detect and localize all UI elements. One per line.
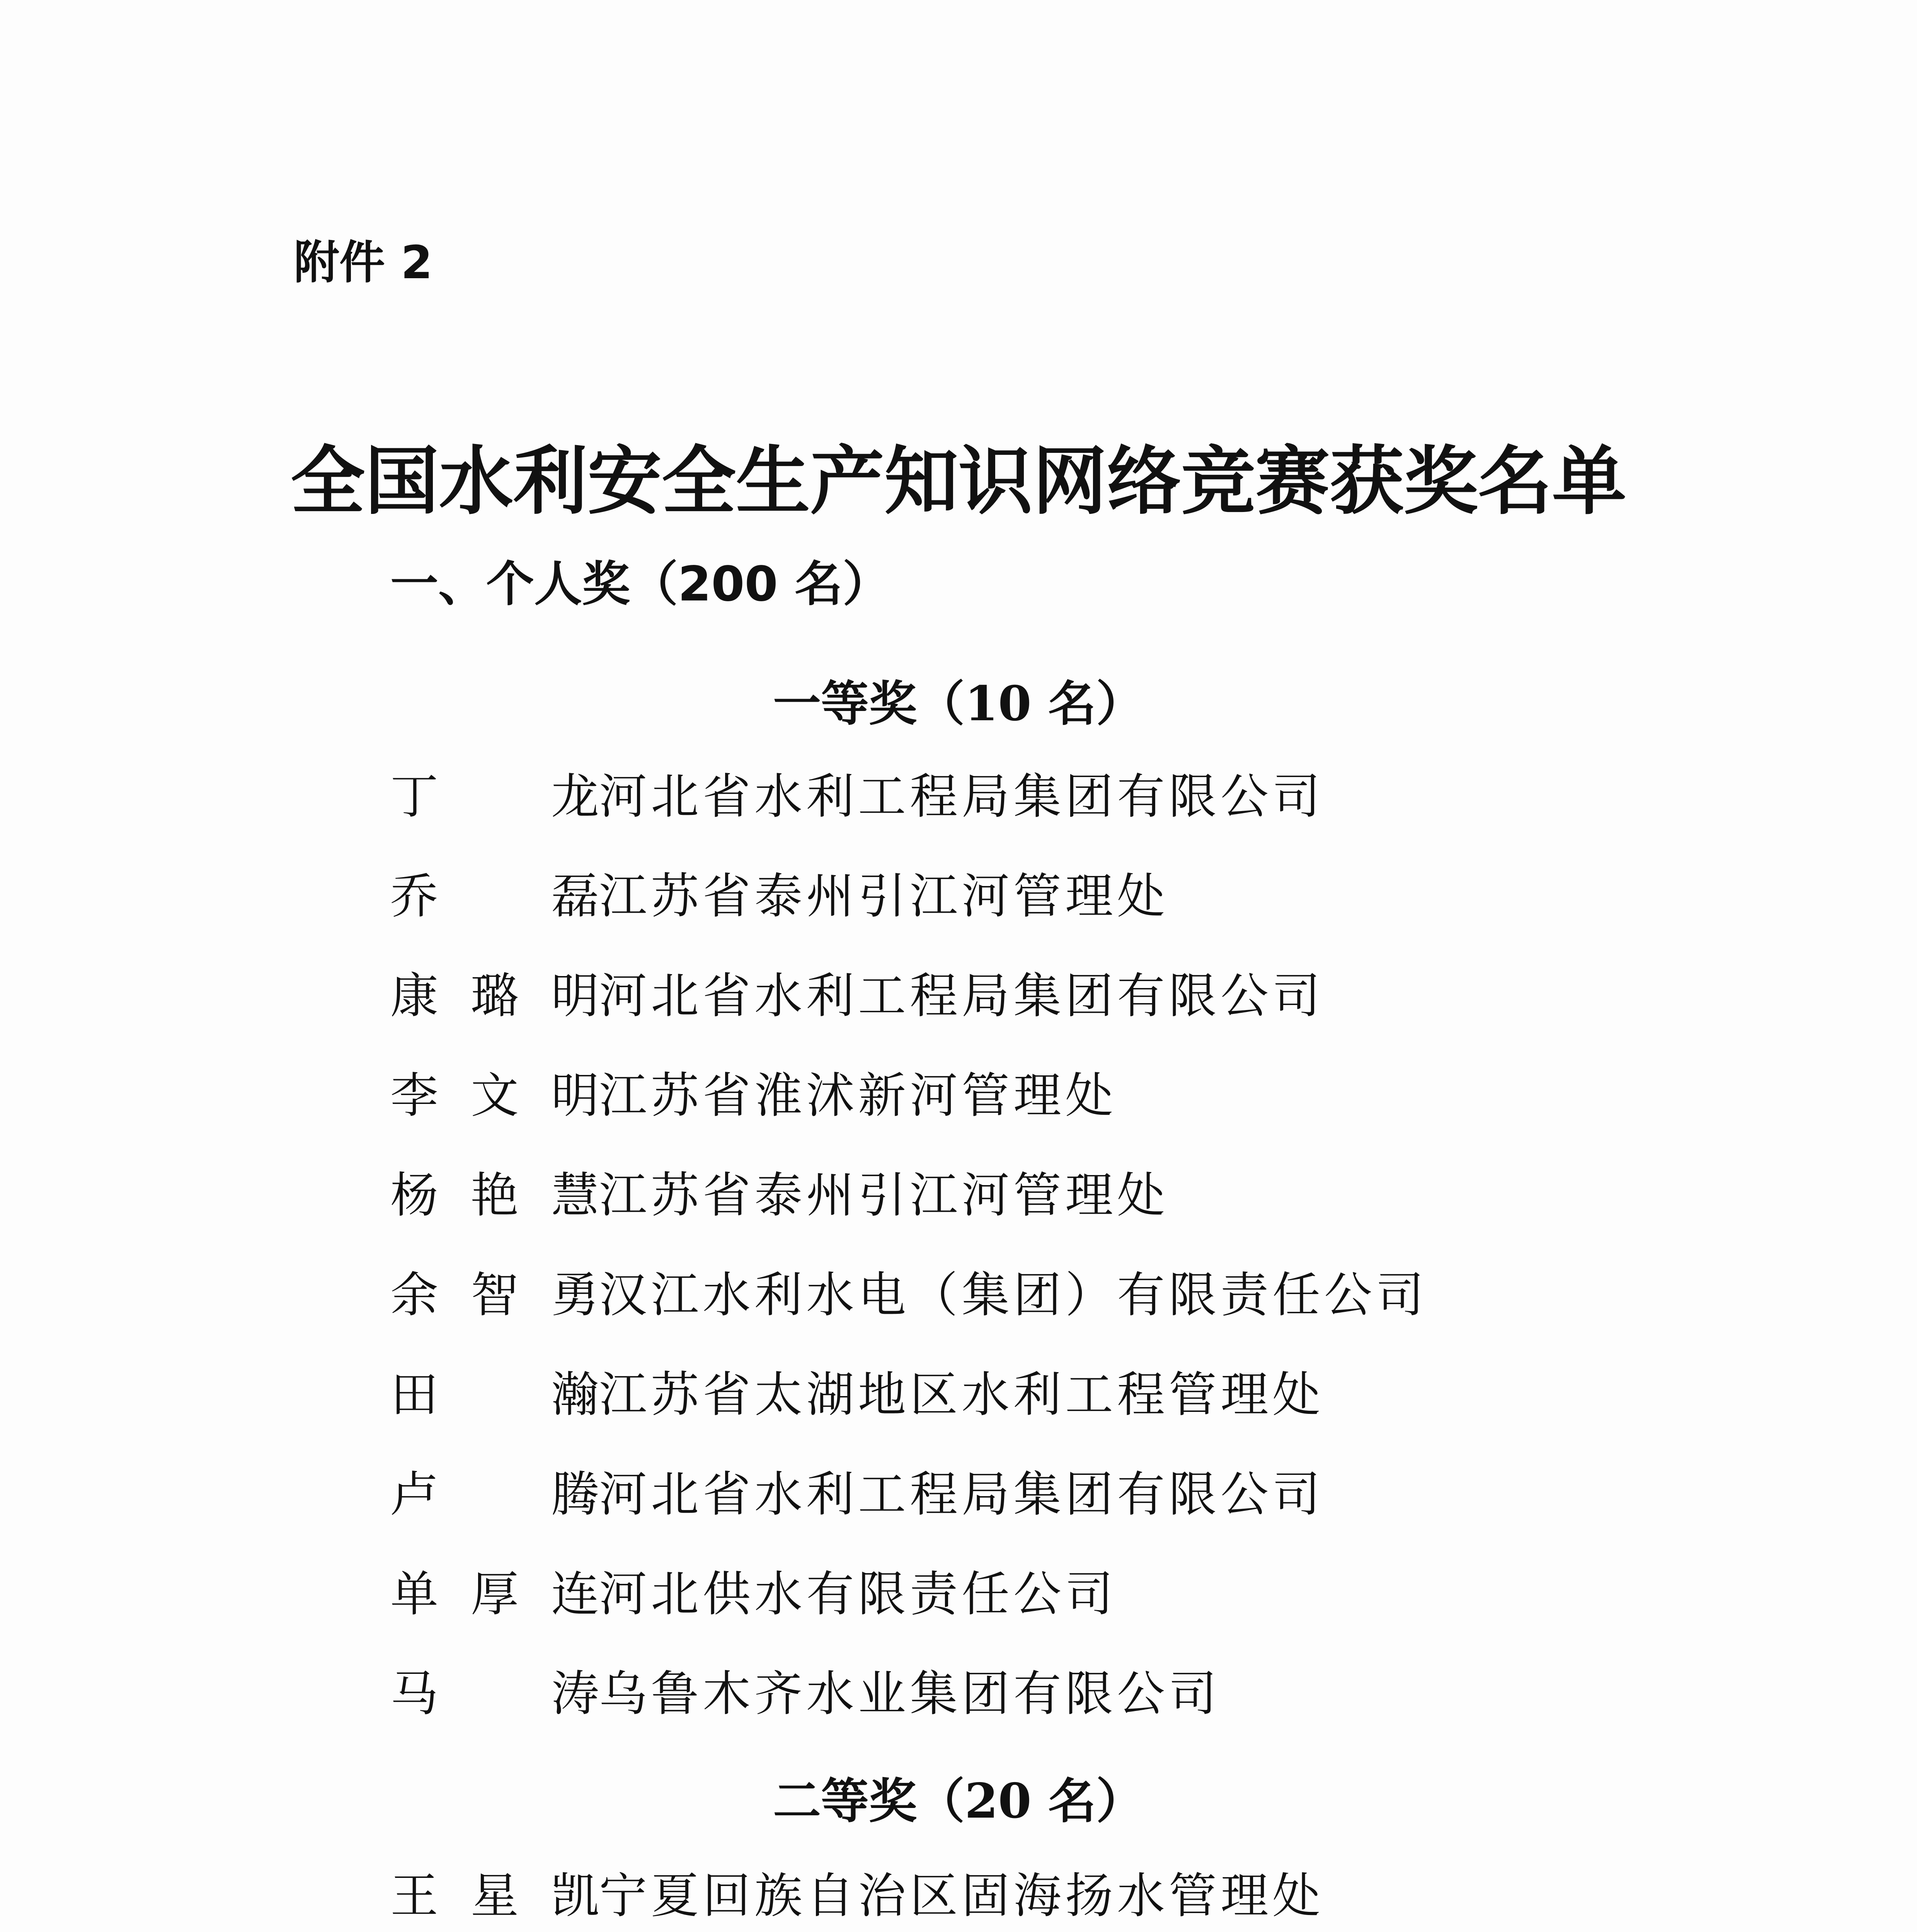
second-prize-heading: 二等奖（20 名） (773, 1773, 1144, 1829)
winner-name: 李文明 (390, 1068, 599, 1124)
winner-organization: 乌鲁木齐水业集团有限公司 (599, 1666, 1221, 1722)
list-item (390, 869, 1428, 972)
winner-name: 马 涛 (390, 1666, 599, 1722)
winner-organization: 宁夏回族自治区固海扬水管理处 (599, 1868, 1325, 1924)
winner-organization: 江苏省太湖地区水利工程管理处 (599, 1367, 1325, 1423)
winner-name: 丁 龙 (390, 769, 599, 825)
winner-name: 康璐明 (390, 968, 599, 1024)
second-prize-list (390, 1868, 1428, 1932)
list-item (390, 1467, 1428, 1570)
list-item (390, 1666, 1428, 1770)
winner-name: 王星凯 (390, 1868, 599, 1924)
winner-name: 田 瀚 (390, 1367, 599, 1423)
attachment-label: 附件 2 (294, 236, 433, 289)
document-title: 全国水利安全生产知识网络竞赛获奖名单 (291, 438, 1626, 525)
list-item (390, 1267, 1428, 1371)
first-prize-list (390, 769, 1428, 1770)
list-item (390, 1566, 1428, 1670)
winner-organization: 江苏省泰州引江河管理处 (599, 1168, 1169, 1223)
winner-organization: 河北供水有限责任公司 (599, 1566, 1117, 1622)
winner-name: 卢 腾 (390, 1467, 599, 1522)
winner-organization: 汉江水利水电（集团）有限责任公司 (599, 1267, 1428, 1323)
list-item (390, 1168, 1428, 1271)
winner-organization: 河北省水利工程局集团有限公司 (599, 1467, 1325, 1522)
list-item (390, 1367, 1428, 1471)
winner-name: 杨艳慧 (390, 1168, 599, 1223)
winner-name: 余智勇 (390, 1267, 599, 1323)
winner-organization: 江苏省淮沭新河管理处 (599, 1068, 1117, 1124)
winner-name: 单厚连 (390, 1566, 599, 1622)
list-item (390, 769, 1428, 872)
winner-name: 乔 磊 (390, 869, 599, 924)
list-item (390, 1068, 1428, 1172)
winner-organization: 河北省水利工程局集团有限公司 (599, 769, 1325, 825)
winner-organization: 河北省水利工程局集团有限公司 (599, 968, 1325, 1024)
first-prize-heading: 一等奖（10 名） (773, 676, 1144, 732)
list-item (390, 968, 1428, 1072)
list-item (390, 1868, 1428, 1932)
section-heading-individual-awards: 一、个人奖（200 名） (390, 556, 891, 612)
winner-organization: 江苏省泰州引江河管理处 (599, 869, 1169, 924)
